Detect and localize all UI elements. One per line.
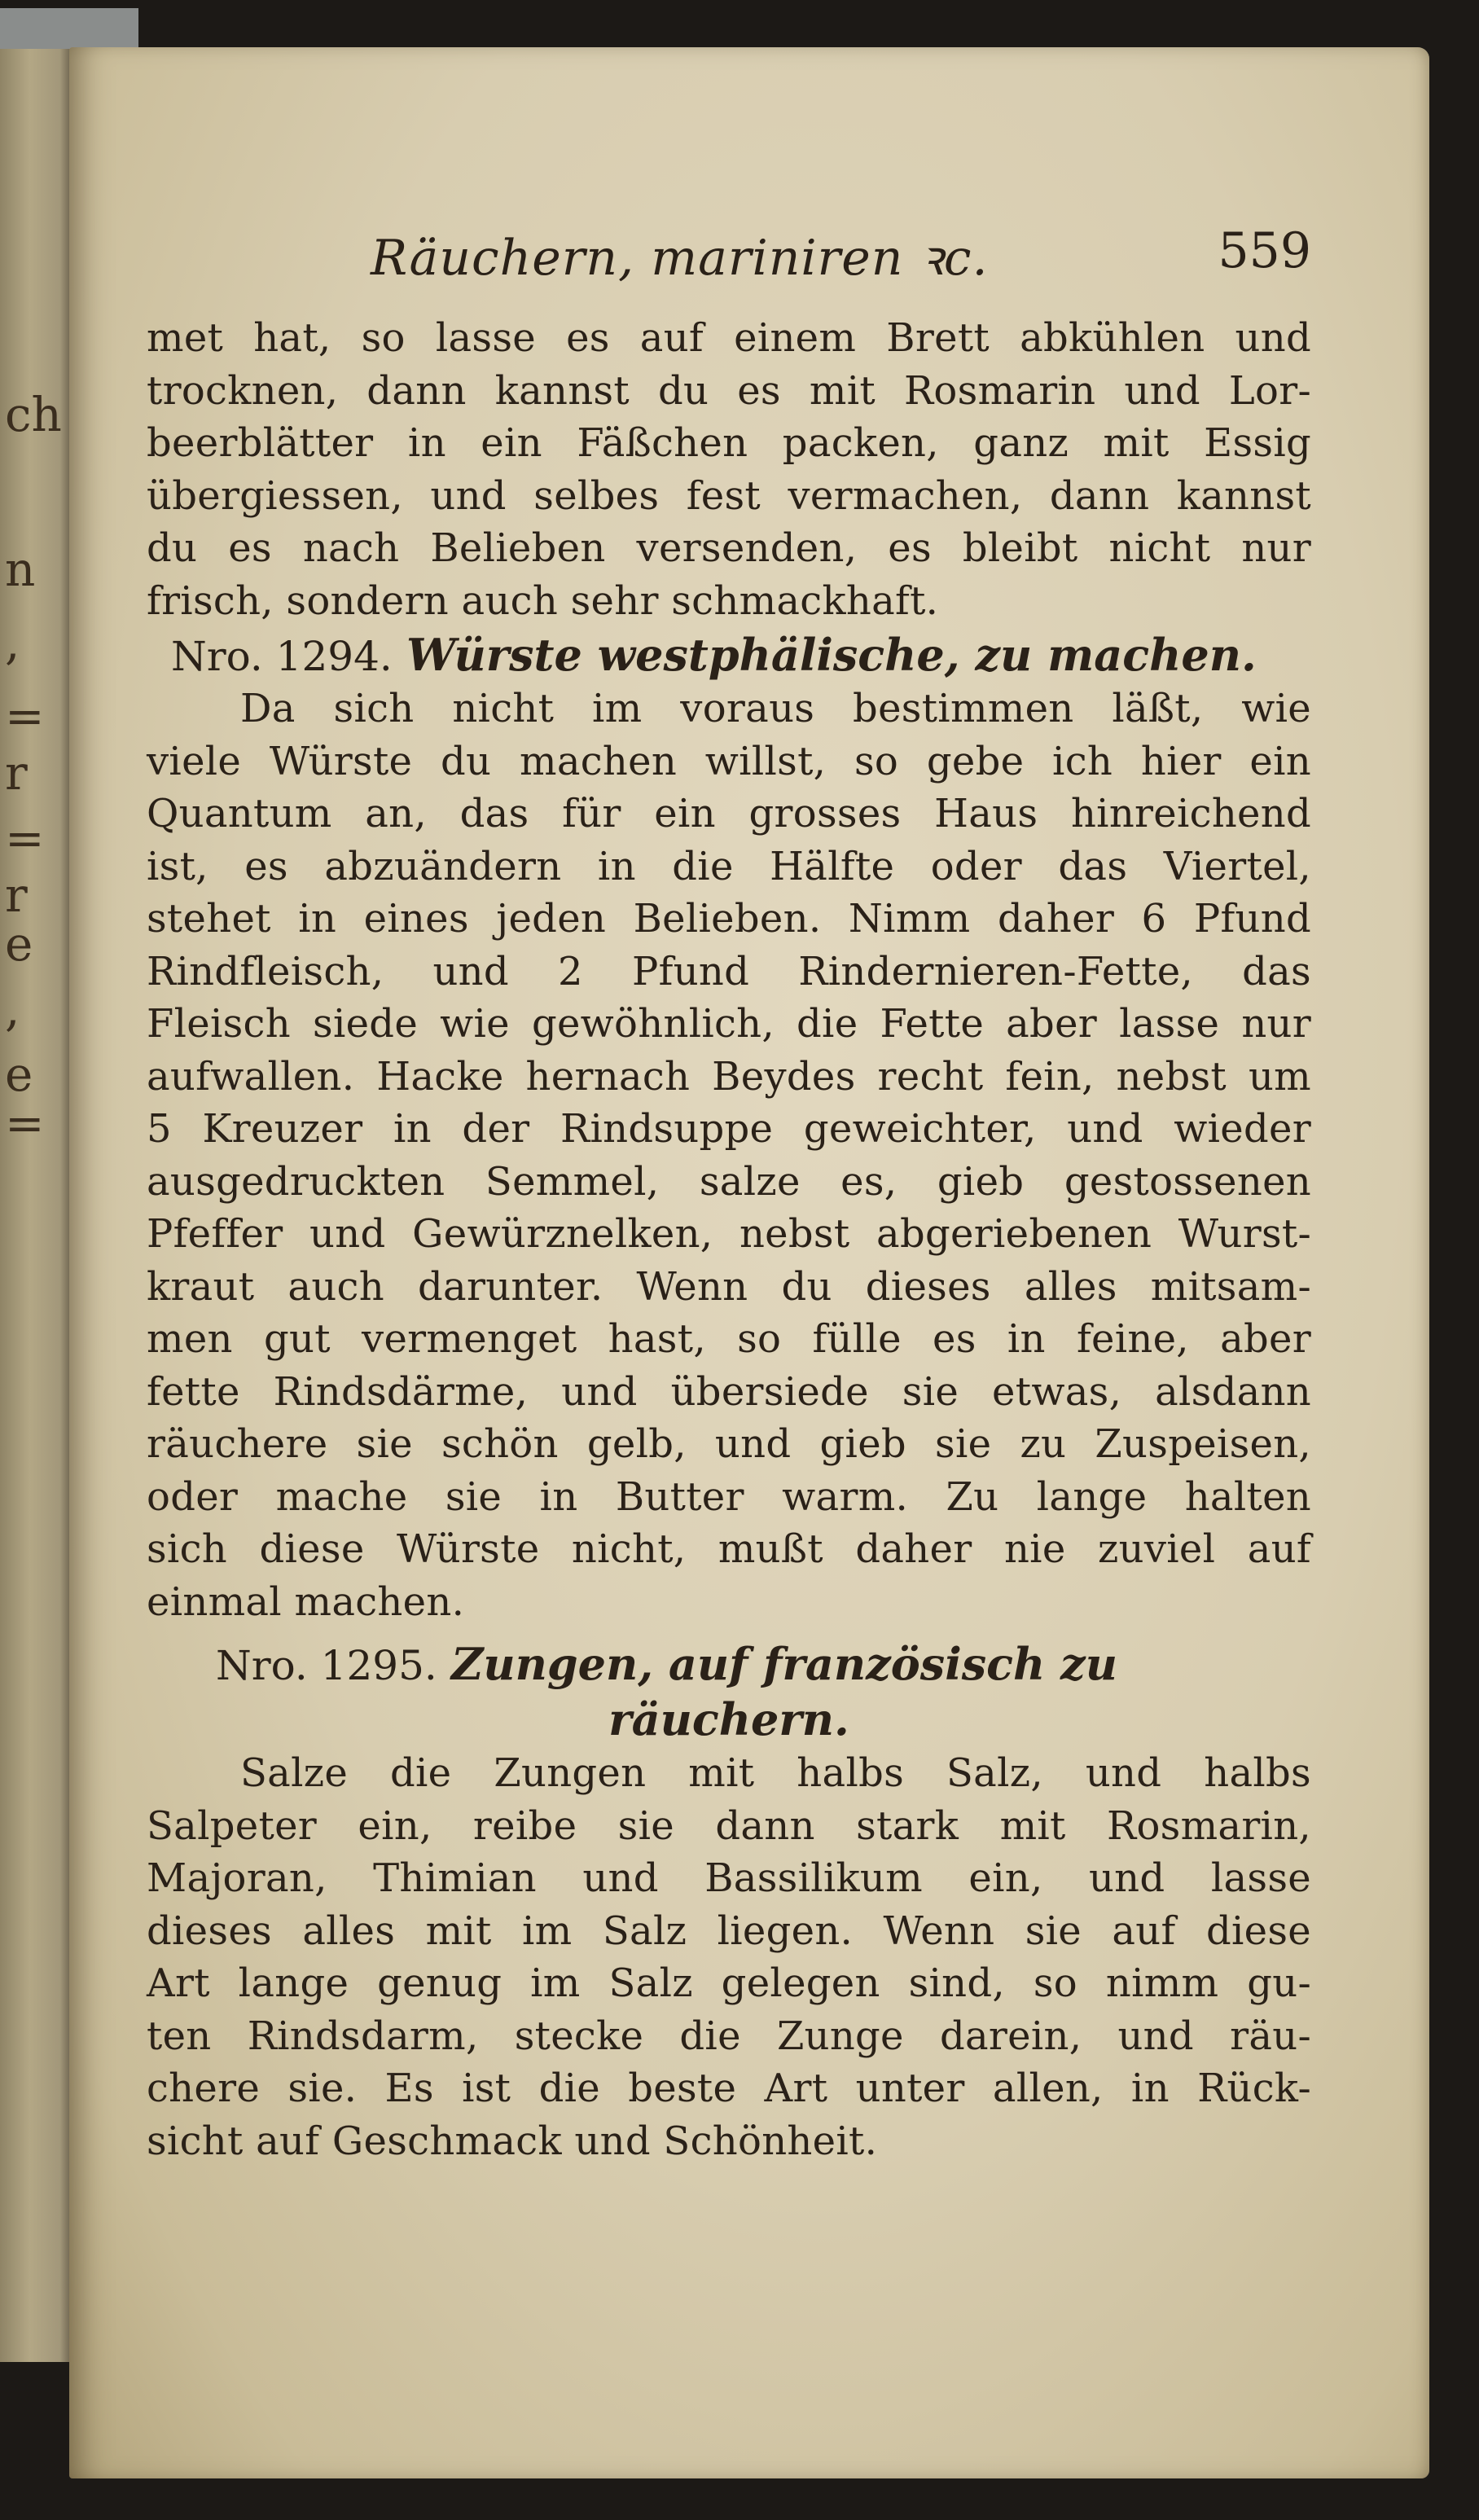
recipe-number: Nro. 1294. [171, 633, 393, 680]
recipe-title: Würste westphälische, zu machen. [406, 629, 1257, 681]
text-line: Art lange genug im Salz gelegen sind, so nimm gu- [147, 1960, 1311, 2006]
margin-fragment: r [5, 745, 28, 801]
text-line: aufwallen. Hacke hernach Beydes recht fein, nebst um [147, 1053, 1311, 1100]
margin-fragment: , [5, 615, 20, 670]
scan-edge-tab [0, 8, 138, 53]
text-line: kraut auch darunter. Wenn du dieses alles mitsam- [147, 1263, 1311, 1310]
text-line: frisch, sondern auch sehr schmackhaft. [147, 577, 939, 624]
continuation-paragraph [147, 312, 1311, 627]
margin-fragment: r [5, 867, 28, 923]
text-line: sich diese Würste nicht, mußt daher nie zuviel auf [147, 1526, 1311, 1572]
text-line: Majoran, Thimian und Bassilikum ein, und lasse [147, 1855, 1311, 1901]
text-line: Fleisch siede wie gewöhnlich, die Fette aber lasse nur [147, 1001, 1311, 1047]
page-number: 559 [1218, 222, 1311, 279]
margin-fragment: = [5, 1095, 45, 1151]
margin-fragment: n [5, 542, 36, 597]
text-line: beerblätter in ein Fäßchen packen, ganz mit Essig [147, 420, 1311, 466]
recipe-title: Zungen, auf französisch zu [450, 1638, 1117, 1690]
text-line: chere sie. Es ist die beste Art unter allen, in Rück- [147, 2066, 1311, 2111]
text-line: Quantum an, das für ein grosses Haus hinreichend [147, 791, 1311, 836]
text-line: stehet in eines jeden Belieben. Nimm daher 6 Pfund [147, 896, 1311, 942]
margin-fragment: = [5, 688, 45, 744]
adjacent-page-strip [0, 49, 75, 2362]
text-line: viele Würste du machen willst, so gebe ich hier ein [147, 738, 1311, 784]
running-head: Räuchern, mariniren ꝛc. [371, 230, 989, 287]
margin-fragment: e [5, 1047, 33, 1102]
text-line: fette Rindsdärme, und übersiede sie etwas, alsdann [147, 1368, 1311, 1415]
text-line: räuchere sie schön gelb, und gieb sie zu Zuspeisen, [147, 1421, 1311, 1467]
margin-fragment: e [5, 916, 33, 972]
recipe-heading-1294 [147, 627, 1311, 683]
text-line: sicht auf Geschmack und Schönheit. [147, 2118, 878, 2164]
text-line: ten Rindsdarm, stecke die Zunge darein, und räu- [147, 2013, 1311, 2059]
page-content [147, 222, 1311, 2167]
recipe-number: Nro. 1295. [216, 1642, 437, 1689]
margin-fragment: ch [5, 387, 62, 442]
text-line: einmal machen. [147, 1578, 465, 1625]
text-line: du es nach Belieben versenden, es bleibt nicht nur [147, 525, 1311, 571]
text-line: trocknen, dann kannst du es mit Rosmarin und Lor- [147, 367, 1311, 414]
book-page [69, 47, 1429, 2478]
text-line: dieses alles mit im Salz liegen. Wenn sie auf diese [147, 1908, 1311, 1954]
text-line: oder mache sie in Butter warm. Zu lange halten [147, 1473, 1311, 1520]
text-line: 5 Kreuzer in der Rindsuppe geweichter, und wieder [147, 1106, 1311, 1152]
text-line: Pfeffer und Gewürznelken, nebst abgeriebenen Wurst- [147, 1211, 1311, 1257]
text-line: Rindfleisch, und 2 Pfund Rindernieren-Fette, das [147, 948, 1311, 994]
text-line: met hat, so lasse es auf einem Brett abkühlen und [147, 315, 1311, 361]
margin-fragment: , [5, 981, 20, 1037]
text-line: ausgedruckten Semmel, salze es, gieb gestossenen [147, 1158, 1311, 1205]
recipe-heading-1295-cont [147, 1692, 1311, 1747]
recipe-body-1294 [147, 683, 1311, 1628]
margin-fragment: = [5, 810, 45, 866]
recipe-body-1295 [147, 1747, 1311, 2167]
text-line: Da sich nicht im voraus bestimmen läßt, wie [240, 686, 1311, 731]
text-line: ist, es abzuändern in die Hälfte oder das Viertel, [147, 843, 1311, 889]
text-line: übergiessen, und selbes fest vermachen, dann kannst [147, 472, 1311, 519]
recipe-title-continued: räuchern. [608, 1693, 849, 1745]
page-header [147, 222, 1311, 312]
recipe-heading-1295 [147, 1636, 1311, 1692]
text-line: men gut vermenget hast, so fülle es in feine, aber [147, 1316, 1311, 1362]
text-line: Salpeter ein, reibe sie dann stark mit Rosmarin, [147, 1802, 1311, 1849]
text-line: Salze die Zungen mit halbs Salz, und halbs [240, 1750, 1311, 1796]
